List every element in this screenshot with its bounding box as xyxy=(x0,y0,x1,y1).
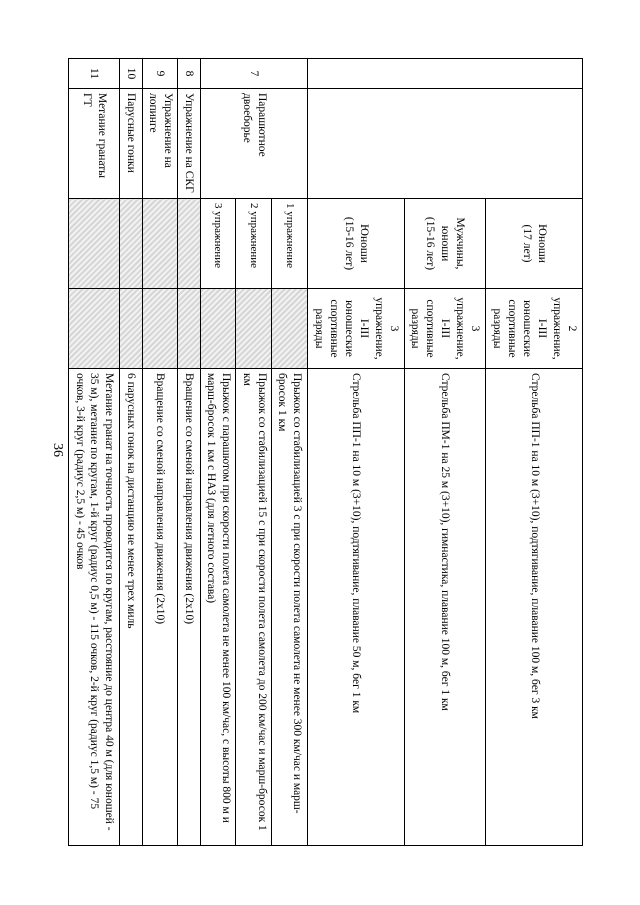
table-row xyxy=(69,59,120,846)
number-cell-empty xyxy=(307,59,582,89)
description-cell: Прыжок со стабилизацией 15 с при скорости полета самолета до 200 км/час и марш-бросок 1 км xyxy=(236,369,272,846)
hatched-cell xyxy=(69,199,120,289)
name-cell-empty xyxy=(307,89,582,199)
group-cell: Юноши (15-16 лет) xyxy=(307,199,404,289)
description-cell: Вращение со сменой направления движения (2x10) xyxy=(178,369,201,846)
rotated-table-wrapper xyxy=(68,58,583,845)
exercise-part-label: 3 упражнение xyxy=(200,199,236,289)
row-number: 8 xyxy=(178,59,201,89)
description-cell: Стрельба ПМ-1 на 25 м (3+10), гимнастика, плавание 100 м, бег 1 км xyxy=(404,369,486,846)
group-cell: Юноши (17 лет) xyxy=(486,199,583,289)
table-row xyxy=(120,59,143,846)
rank-cell: 3 упражнение, I-III юношеские спортивные разряды xyxy=(307,289,404,369)
exercise-name: Метание гранаты ГТ xyxy=(69,89,120,199)
hatched-cell xyxy=(178,199,201,289)
hatched-cell xyxy=(142,289,178,369)
table-row xyxy=(486,59,583,846)
description-cell: 6 парусных гонок на дистанцию не менее трех миль xyxy=(120,369,143,846)
exercise-name: Упражнение на лопинге xyxy=(142,89,178,199)
row-number: 11 xyxy=(69,59,120,89)
rank-cell: 3 упражнение, I-III спортивные разряды xyxy=(404,289,486,369)
hatched-cell xyxy=(69,289,120,369)
hatched-cell xyxy=(120,289,143,369)
hatched-cell xyxy=(272,289,308,369)
exercise-name: Упражнение на СКГ xyxy=(178,89,201,199)
table-row xyxy=(272,59,308,846)
description-cell: Стрельба ПП-1 на 10 м (3+10), подтягивание, плавание 100 м, бег 3 км xyxy=(486,369,583,846)
table-row xyxy=(142,59,178,846)
exercise-name: Парашютное двоеборье xyxy=(200,89,307,199)
exercise-table xyxy=(68,58,583,846)
row-number: 9 xyxy=(142,59,178,89)
table-row xyxy=(178,59,201,846)
page-number: 36 xyxy=(50,443,65,457)
group-cell: Мужчины, юноши (15-16 лет) xyxy=(404,199,486,289)
row-number: 10 xyxy=(120,59,143,89)
description-cell: Стрельба ПП-1 на 10 м (3+10), подтягивание, плавание 50 м, бег 1 км xyxy=(307,369,404,846)
hatched-cell xyxy=(120,199,143,289)
rank-cell: 2 упражнение, I-III юношеские спортивные разряды xyxy=(486,289,583,369)
hatched-cell xyxy=(200,289,236,369)
description-cell: Вращение со сменой направления движения (2x10) xyxy=(142,369,178,846)
description-cell: Прыжок со стабилизацией 3 с при скорости полета самолета не менее 300 км/час и марш-бросок 1 км xyxy=(272,369,308,846)
exercise-part-label: 1 упражнение xyxy=(272,199,308,289)
exercise-part-label: 2 упражнение xyxy=(236,199,272,289)
hatched-cell xyxy=(142,199,178,289)
row-number: 7 xyxy=(200,59,307,89)
hatched-cell xyxy=(236,289,272,369)
description-cell: Метание гранат на точность проводится по кругам, расстояние до центра 40 м (для юношей - 35 м), метание по кругам, 1-й круг (радиус 0,5 м) - 115 очков, 2-й круг (радиус 1,5 м) - 75 очков, 3-й круг (радиус 2,5 м) - 45 очков xyxy=(69,369,120,846)
hatched-cell xyxy=(178,289,201,369)
description-cell: Прыжок с парашютом при скорости полета самолета не менее 100 км/час, с высоты 800 м и марш-бросок 1 км с НАЗ (для летного состава) xyxy=(200,369,236,846)
exercise-name: Парусные гонки xyxy=(120,89,143,199)
